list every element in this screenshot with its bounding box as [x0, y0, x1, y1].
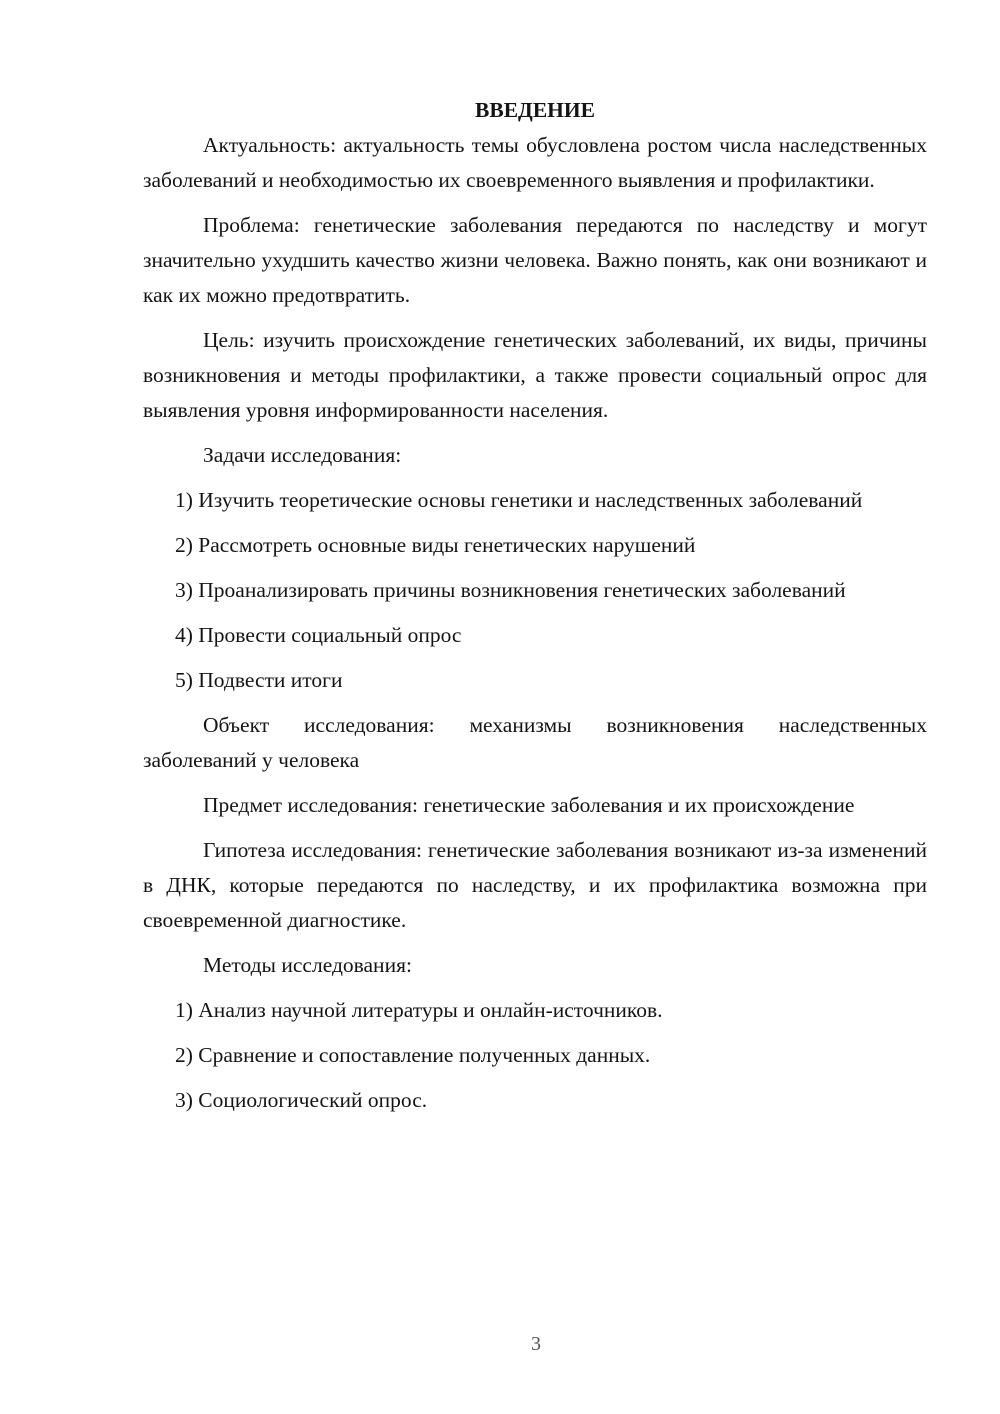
- section-heading: ВВЕДЕНИЕ: [475, 98, 595, 122]
- hypothesis-paragraph: Гипотеза исследования: генетические заболевания возникают из-за изменений в ДНК, которые передаются по наследству, и их профилактика возможна при своевременной диагностике.: [143, 838, 927, 932]
- tasks-title: Задачи исследования:: [203, 443, 402, 467]
- object-paragraph: Объект исследования: механизмы возникновения наследственных заболеваний у человека: [143, 713, 927, 772]
- method-item-2: 2) Сравнение и сопоставление полученных данных.: [175, 1043, 651, 1067]
- task-item-5: 5) Подвести итоги: [175, 668, 343, 692]
- relevance-paragraph: Актуальность: актуальность темы обусловлена ростом числа наследственных заболеваний и необходимостью их своевременного выявления и профилактики.: [143, 133, 927, 192]
- subject-paragraph: Предмет исследования: генетические заболевания и их происхождение: [203, 793, 855, 817]
- task-item-4: 4) Провести социальный опрос: [175, 623, 462, 647]
- method-item-1: 1) Анализ научной литературы и онлайн-источников.: [175, 998, 663, 1022]
- page-number: 3: [531, 1333, 541, 1355]
- task-item-3: 3) Проанализировать причины возникновения генетических заболеваний: [175, 578, 846, 602]
- problem-paragraph: Проблема: генетические заболевания передаются по наследству и могут значительно ухудшить качество жизни человека. Важно понять, как они возникают и как их можно предотвратить.: [143, 213, 927, 307]
- method-item-3: 3) Социологический опрос.: [175, 1088, 428, 1112]
- task-item-2: 2) Рассмотреть основные виды генетических нарушений: [175, 533, 696, 557]
- task-item-1: 1) Изучить теоретические основы генетики и наследственных заболеваний: [175, 488, 863, 512]
- goal-paragraph: Цель: изучить происхождение генетических заболеваний, их виды, причины возникновения и методы профилактики, а также провести социальный опрос для выявления уровня информированности населения.: [143, 328, 927, 422]
- page-content: [143, 93, 927, 1118]
- methods-title: Методы исследования:: [203, 953, 412, 977]
